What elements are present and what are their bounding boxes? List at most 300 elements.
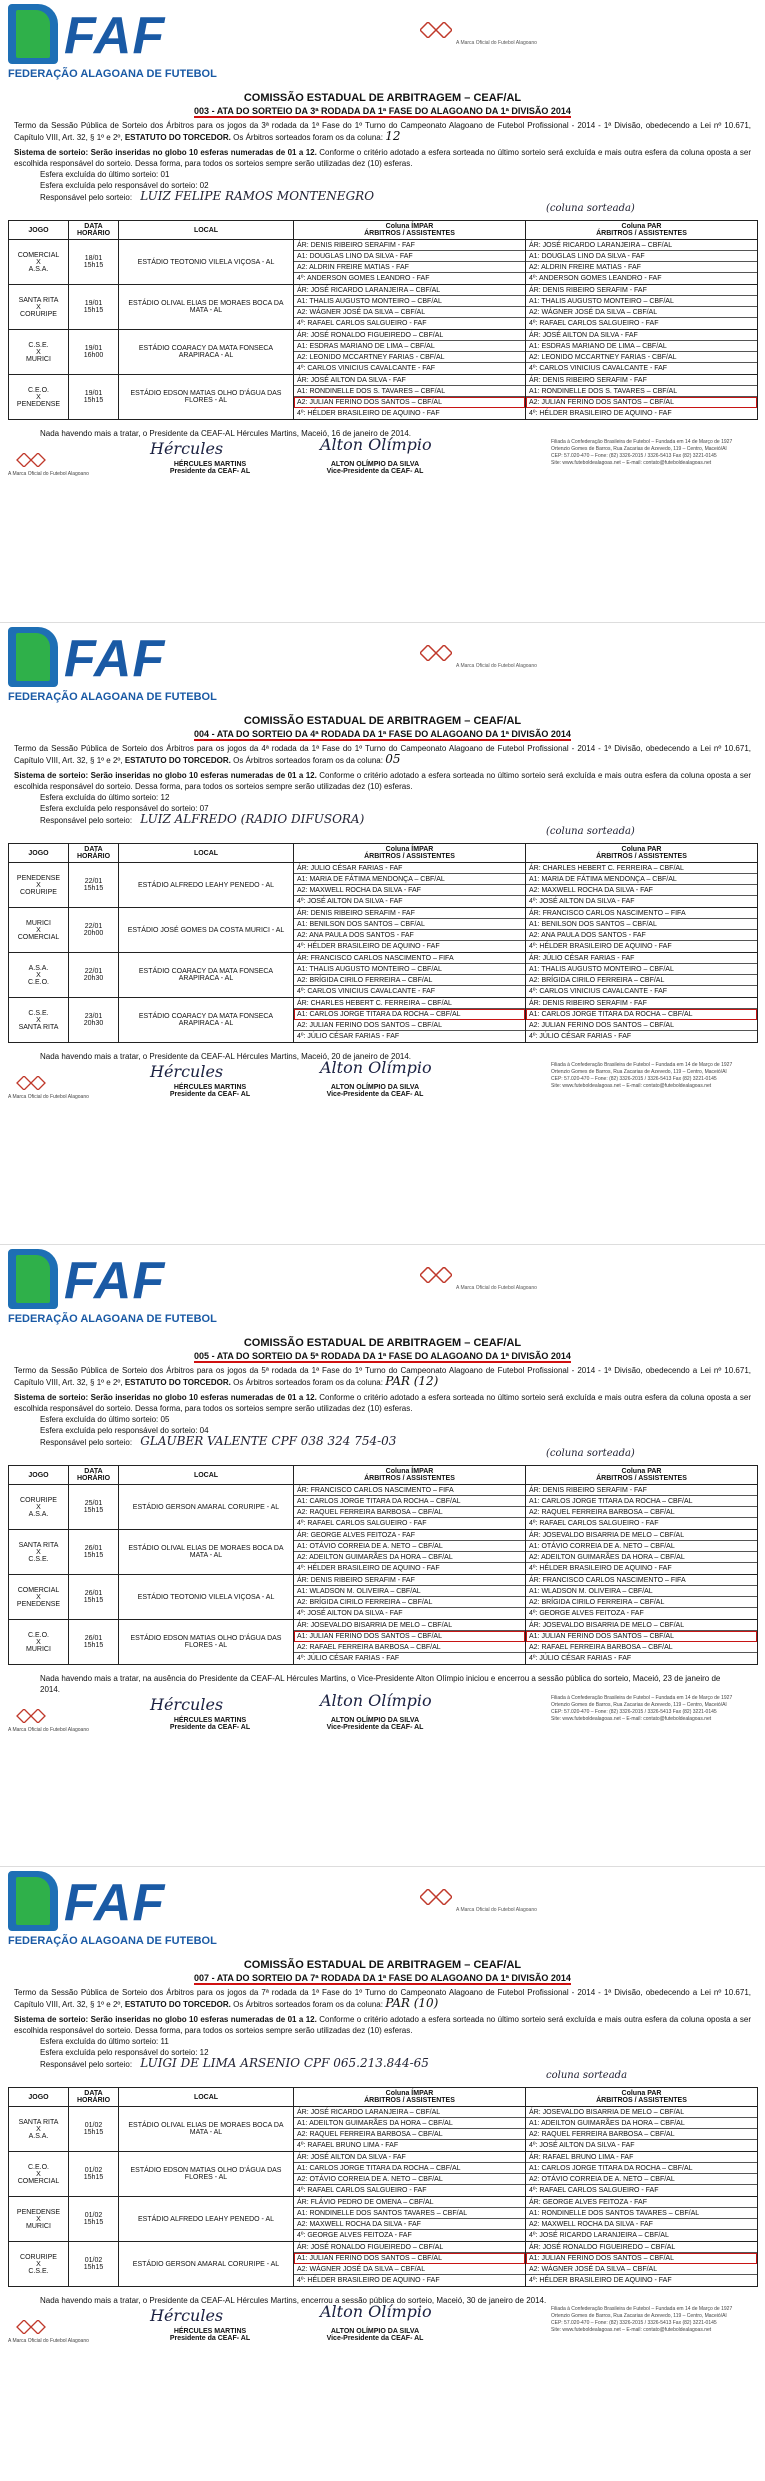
referee-line: ÁR: GEORGE ALVES FEITOZA - FAF bbox=[294, 1530, 525, 1541]
referee-line: A1: ESDRAS MARIANO DE LIMA – CBF/AL bbox=[526, 341, 757, 352]
col-impar-header bbox=[294, 1466, 526, 1485]
sorteio-system-paragraph bbox=[0, 766, 765, 792]
cell-local: ESTÁDIO OLIVAL ELIAS DE MORAES BOCA DA MATA - AL bbox=[119, 2107, 294, 2152]
referee-line: ÁR: RAFAEL BRUNO LIMA - FAF bbox=[526, 2152, 757, 2163]
date-line: 23/01 bbox=[84, 1013, 103, 1020]
referee-line: 4º: CARLOS VINICIUS CAVALCANTE - FAF bbox=[529, 988, 668, 995]
cell-jogo bbox=[9, 330, 69, 375]
sorteio-system-bold: Serão inseridas no globo 10 esferas numeradas de 01 a 12. bbox=[90, 771, 317, 780]
table-row bbox=[9, 240, 758, 285]
umbro-diamond-icon bbox=[420, 22, 452, 38]
referee-line: 4º: JÚLIO CÉSAR FARIAS - FAF bbox=[529, 1655, 632, 1662]
team-line: PENEDENSE bbox=[16, 1600, 61, 1608]
responsible-label: Responsável pelo sorteio: bbox=[40, 1438, 133, 1447]
signature-block bbox=[0, 1058, 765, 1122]
cell-local: ESTÁDIO EDSON MATIAS OLHO D'ÁGUA DAS FLORES - AL bbox=[119, 375, 294, 420]
referee-line: 4º: RAFAEL CARLOS SALGUEIRO - FAF bbox=[529, 2187, 659, 2194]
cell-impar bbox=[294, 1575, 526, 1620]
sig2-caption bbox=[300, 2328, 450, 2342]
referee-line: A2: MAXWELL ROCHA DA SILVA - FAF bbox=[294, 2219, 525, 2230]
referee-line: A1: JULIAN FERINO DOS SANTOS – CBF/AL bbox=[526, 1631, 757, 1642]
col-impar-subtitle: ÁRBITROS / ASSISTENTES bbox=[364, 230, 455, 237]
cell-par bbox=[526, 1575, 758, 1620]
table-row bbox=[9, 953, 758, 998]
statute-label: ESTATUTO DO TORCEDOR. bbox=[124, 756, 231, 765]
referee-line: ÁR: JÚLIO CÉSAR FARIAS - FAF bbox=[526, 953, 757, 964]
intro-text: Termo da Sessão Pública de Sorteio dos Árbitros para os jogos da 5ª rodada da 1ª Fase do 1º Turno do Campeonato Alagoano de Futebol Profissional - 2014 - 1ª Divisão, obedecendo a Lei nº 10.671, Capítulo VIII, Art. 32, § 1º e 2º, bbox=[14, 1366, 751, 1387]
referee-line: A2: MAXWELL ROCHA DA SILVA - FAF bbox=[294, 885, 525, 896]
referee-line: A2: BRÍGIDA CIRILO FERREIRA – CBF/AL bbox=[294, 975, 525, 986]
sorteio-system-bold: Serão inseridas no globo 10 esferas numeradas de 01 a 12. bbox=[90, 148, 317, 157]
closing-text: Nada havendo mais a tratar, o Presidente da CEAF-AL Hércules Martins, encerrou a sessão pública do sorteio, Maceió, 30 de janeiro de 2014. bbox=[40, 2296, 547, 2305]
signature-president: Hércules bbox=[150, 1062, 224, 1081]
referee-line: ÁR: FRANCISCO CARLOS NASCIMENTO – FIFA bbox=[526, 1575, 757, 1586]
column-note-line bbox=[0, 826, 765, 837]
team-line: C.E.O. bbox=[27, 386, 49, 394]
cell-jogo bbox=[9, 2197, 69, 2242]
referee-line: 4º: HÉLDER BRASILEIRO DE AQUINO - FAF bbox=[529, 1565, 672, 1572]
referee-line: A2: OTÁVIO CORREIA DE A. NETO – CBF/AL bbox=[294, 2174, 525, 2185]
referee-line: 4º: RAFAEL CARLOS SALGUEIRO - FAF bbox=[297, 1520, 427, 1527]
cell-data bbox=[69, 1575, 119, 1620]
intro-tail: Os Árbitros sorteados foram os da coluna: bbox=[233, 2000, 383, 2009]
date-line: 15h15 bbox=[83, 1507, 104, 1514]
statute-label: ESTATUTO DO TORCEDOR. bbox=[124, 1378, 231, 1387]
team-line: CORURIPE bbox=[20, 888, 57, 896]
date-line: 15h15 bbox=[83, 2129, 104, 2136]
referee-line: ÁR: CHARLES HEBERT C. FERREIRA – CBF/AL bbox=[294, 998, 525, 1009]
sig1-caption bbox=[140, 2328, 280, 2342]
table-row bbox=[9, 908, 758, 953]
cell-jogo bbox=[9, 285, 69, 330]
date-line: 15h15 bbox=[83, 262, 104, 269]
referee-line: ÁR: FRANCISCO CARLOS NASCIMENTO – FIFA bbox=[294, 1485, 525, 1496]
table-row bbox=[9, 1485, 758, 1530]
intro-tail: Os Árbitros sorteados foram os da coluna: bbox=[233, 133, 383, 142]
cell-par bbox=[526, 2197, 758, 2242]
referee-line: ÁR: FRANCISCO CARLOS NASCIMENTO – FIFA bbox=[294, 953, 525, 964]
referee-line: A1: DOUGLAS LINO DA SILVA - FAF bbox=[526, 251, 757, 262]
table-header-row bbox=[9, 2088, 758, 2107]
address-line: Ortenzio Gomes de Barros, Rua Zacarias de Azevedo, 119 – Centro, Maceió/Al bbox=[551, 446, 727, 452]
team-line: SANTA RITA bbox=[18, 2118, 59, 2126]
umbro-diamond-icon bbox=[420, 1267, 452, 1283]
team-line: C.S.E. bbox=[28, 1555, 49, 1563]
signature-president: Hércules bbox=[150, 2306, 224, 2325]
intro-text: Termo da Sessão Pública de Sorteio dos Árbitros para os jogos da 3ª rodada da 1ª Fase do 1º Turno do Campeonato Alagoano de Futebol Profissional - 2014 - 1ª Divisão, obedecendo a Lei nº 10.671, Capítulo VIII, Art. 32, § 1º e 2º, bbox=[14, 121, 751, 142]
cell-jogo bbox=[9, 1620, 69, 1665]
referee-line: A2: LEONIDO MCCARTNEY FARIAS - CBF/AL bbox=[294, 352, 525, 363]
cell-jogo bbox=[9, 240, 69, 285]
footer-brand-caption: A Marca Oficial do Futebol Alagoano bbox=[8, 1094, 89, 1100]
table-header-row bbox=[9, 1466, 758, 1485]
intro-paragraph bbox=[0, 739, 765, 766]
col-par-subtitle: ÁRBITROS / ASSISTENTES bbox=[596, 2097, 687, 2104]
col-impar-header bbox=[294, 844, 526, 863]
cell-impar bbox=[294, 2107, 526, 2152]
team-line: MURICI bbox=[26, 919, 51, 927]
team-line: X bbox=[36, 1016, 41, 1024]
cell-impar bbox=[294, 998, 526, 1043]
referee-line: A2: JULIAN FERINO DOS SANTOS – CBF/AL bbox=[294, 397, 525, 408]
referee-line: ÁR: JOSEVALDO BISARRIA DE MELO – CBF/AL bbox=[526, 2107, 757, 2118]
intro-text: Termo da Sessão Pública de Sorteio dos Árbitros para os jogos da 4ª rodada da 1ª Fase do 1º Turno do Campeonato Alagoano de Futebol Profissional - 2014 - 1ª Divisão, obedecendo a Lei nº 10.671, Capítulo VIII, Art. 32, § 1º e 2º, bbox=[14, 744, 751, 765]
address-line: Site: www.futeboldealagoas.net – E-mail: contato@futeboldealagoas.net bbox=[551, 460, 712, 466]
referee-line: 4º: JÚLIO CÉSAR FARIAS - FAF bbox=[529, 1033, 632, 1040]
responsible-handwritten: LUIZ FELIPE RAMOS MONTENEGRO bbox=[140, 189, 375, 203]
cell-data bbox=[69, 330, 119, 375]
date-line: 15h15 bbox=[83, 1552, 104, 1559]
col-impar-subtitle: ÁRBITROS / ASSISTENTES bbox=[364, 853, 455, 860]
sig2-name: ALTON OLÍMPIO DA SILVA bbox=[330, 1717, 420, 1724]
referee-line: A2: JULIAN FERINO DOS SANTOS – CBF/AL bbox=[526, 1020, 757, 1031]
sig2-caption bbox=[300, 461, 450, 475]
referee-line: 4º: JÚLIO CÉSAR FARIAS - FAF bbox=[297, 1033, 400, 1040]
cell-jogo bbox=[9, 908, 69, 953]
responsible-label: Responsável pelo sorteio: bbox=[40, 816, 133, 825]
referee-line: A1: CARLOS JORGE TITARA DA ROCHA – CBF/AL bbox=[526, 1496, 757, 1507]
referee-line: A2: ALDRIN FREIRE MATIAS - FAF bbox=[294, 262, 525, 273]
col-impar-title: Coluna ÍMPAR bbox=[385, 846, 434, 853]
referee-line: A2: LEONIDO MCCARTNEY FARIAS - CBF/AL bbox=[526, 352, 757, 363]
umbro-footer-icon bbox=[16, 2320, 46, 2334]
footer-brand-caption: A Marca Oficial do Futebol Alagoano bbox=[8, 471, 89, 477]
team-line: SANTA RITA bbox=[18, 296, 59, 304]
table-body bbox=[9, 240, 758, 420]
table-row bbox=[9, 330, 758, 375]
sig1-role: Presidente da CEAF- AL bbox=[169, 1724, 251, 1731]
sorteio-system-tail: Conforme o critério adotado a esfera sorteada no último sorteio será excluída e mais outra esfera da coluna oposta a ser escolhida responsável do sorteio. Dessa forma, para todos os sorteios sempre serão utilizadas dez (10) esferas. bbox=[14, 771, 751, 791]
col-impar-header bbox=[294, 2088, 526, 2107]
referee-line: A1: ADEILTON GUIMARÃES DA HORA – CBF/AL bbox=[294, 2118, 525, 2129]
intro-text: Termo da Sessão Pública de Sorteio dos Árbitros para os jogos da 7ª rodada da 1ª Fase do 1º Turno do Campeonato Alagoano de Futebol Profissional - 2014 - 1ª Divisão, obedecendo a Lei nº 10.671, Capítulo VIII, Art. 32, § 1º e 2º, bbox=[14, 1988, 751, 2009]
col-impar-title: Coluna ÍMPAR bbox=[385, 223, 434, 230]
responsible-handwritten: LUIGI DE LIMA ARSENIO CPF 065.213.844-65 bbox=[140, 2056, 429, 2070]
team-line: X bbox=[36, 881, 41, 889]
referee-line: A2: BRÍGIDA CIRILO FERREIRA – CBF/AL bbox=[294, 1597, 525, 1608]
team-line: X bbox=[36, 2170, 41, 2178]
cell-par bbox=[526, 375, 758, 420]
cell-data bbox=[69, 953, 119, 998]
col-par-subtitle: ÁRBITROS / ASSISTENTES bbox=[596, 1475, 687, 1482]
page-header bbox=[0, 623, 765, 713]
col-par-header bbox=[526, 1466, 758, 1485]
team-line: A.S.A. bbox=[28, 964, 49, 972]
column-handwritten: 12 bbox=[385, 129, 401, 143]
sig1-name: HÉRCULES MARTINS bbox=[173, 1084, 247, 1091]
ata-title bbox=[0, 106, 765, 116]
cell-par bbox=[526, 2107, 758, 2152]
referee-line: 4º: JÚLIO CÉSAR FARIAS - FAF bbox=[297, 1655, 400, 1662]
referee-line: A1: CARLOS JORGE TITARA DA ROCHA – CBF/AL bbox=[294, 1009, 525, 1020]
referee-line: ÁR: JOSÉ RONALDO FIGUEIREDO – CBF/AL bbox=[294, 2242, 525, 2253]
team-line: X bbox=[36, 1548, 41, 1556]
brand-caption: A Marca Oficial do Futebol Alagoano bbox=[456, 40, 537, 46]
referee-line: ÁR: DENIS RIBEIRO SERAFIM - FAF bbox=[526, 998, 757, 1009]
referee-line: A1: CARLOS JORGE TITARA DA ROCHA – CBF/AL bbox=[526, 2163, 757, 2174]
column-note-handwritten: (coluna sorteada) bbox=[546, 826, 635, 837]
referee-line: 4º: CARLOS VINICIUS CAVALCANTE - FAF bbox=[297, 365, 436, 372]
team-line: CORURIPE bbox=[20, 1496, 57, 1504]
referee-line: A2: MAXWELL ROCHA DA SILVA - FAF bbox=[526, 885, 757, 896]
ata-title-text: 003 - ATA DO SORTEIO DA 3ª RODADA DA 1ª FASE DO ALAGOANO DA 1ª DIVISÃO 2014 bbox=[194, 106, 571, 116]
date-line: 15h15 bbox=[83, 2174, 104, 2181]
referee-line: A1: WLADSON M. OLIVEIRA – CBF/AL bbox=[294, 1586, 525, 1597]
faf-logo-flag-green bbox=[16, 10, 50, 58]
referee-line: ÁR: DENIS RIBEIRO SERAFIM - FAF bbox=[526, 285, 757, 296]
address-line: CEP: 57.020-470 – Fone: (82) 3326-2015 / 3326-5413 Fax (82) 3221-0145 bbox=[551, 1709, 717, 1715]
cell-par bbox=[526, 908, 758, 953]
referee-line: 4º: HÉLDER BRASILEIRO DE AQUINO - FAF bbox=[297, 2277, 440, 2284]
sig2-name: ALTON OLÍMPIO DA SILVA bbox=[330, 461, 420, 468]
col-par-subtitle: ÁRBITROS / ASSISTENTES bbox=[596, 853, 687, 860]
faf-logo-flag-green bbox=[16, 1877, 50, 1925]
referee-line: A2: JULIAN FERINO DOS SANTOS – CBF/AL bbox=[294, 1020, 525, 1031]
sig2-caption bbox=[300, 1084, 450, 1098]
cell-par bbox=[526, 285, 758, 330]
team-line: X bbox=[36, 393, 41, 401]
cell-impar bbox=[294, 953, 526, 998]
team-line: A.S.A. bbox=[28, 265, 49, 273]
table-row bbox=[9, 285, 758, 330]
cell-jogo bbox=[9, 2242, 69, 2287]
table-row bbox=[9, 1575, 758, 1620]
table-header-row bbox=[9, 221, 758, 240]
referee-line: 4º: HÉLDER BRASILEIRO DE AQUINO - FAF bbox=[297, 943, 440, 950]
referee-line: 4º: JOSÉ AILTON DA SILVA - FAF bbox=[529, 898, 635, 905]
referee-line: A1: THALIS AUGUSTO MONTEIRO – CBF/AL bbox=[526, 964, 757, 975]
referee-line: A2: ADEILTON GUIMARÃES DA HORA – CBF/AL bbox=[526, 1552, 757, 1563]
ata-title-text: 005 - ATA DO SORTEIO DA 5ª RODADA DA 1ª FASE DO ALAGOANO DA 1ª DIVISÃO 2014 bbox=[194, 1351, 571, 1361]
date-line: 18/01 bbox=[84, 255, 103, 262]
sig2-role: Vice-Presidente da CEAF- AL bbox=[326, 1091, 424, 1098]
responsible-label: Responsável pelo sorteio: bbox=[40, 2060, 133, 2069]
cell-local: ESTÁDIO EDSON MATIAS OLHO D'ÁGUA DAS FLORES - AL bbox=[119, 1620, 294, 1665]
faf-logo bbox=[8, 1871, 217, 1951]
cell-par bbox=[526, 1620, 758, 1665]
cell-jogo bbox=[9, 2152, 69, 2197]
referee-line: 4º: JOSÉ AILTON DA SILVA - FAF bbox=[297, 1610, 403, 1617]
address-line: Filiada à Confederação Brasileira de Futebol – Fundada em 14 de Março de 1927 bbox=[551, 1695, 733, 1701]
table-body bbox=[9, 863, 758, 1043]
federation-address bbox=[551, 439, 751, 467]
referee-line: ÁR: DENIS RIBEIRO SERAFIM - FAF bbox=[294, 1575, 525, 1586]
sig1-role: Presidente da CEAF- AL bbox=[169, 1091, 251, 1098]
team-line: X bbox=[36, 258, 41, 266]
commission-title: COMISSÃO ESTADUAL DE ARBITRAGEM – CEAF/AL bbox=[243, 1337, 522, 1349]
date-line: 20h30 bbox=[83, 1020, 104, 1027]
referee-line: ÁR: GEORGE ALVES FEITOZA - FAF bbox=[526, 2197, 757, 2208]
referee-line: A1: THALIS AUGUSTO MONTEIRO – CBF/AL bbox=[294, 964, 525, 975]
table-row bbox=[9, 2197, 758, 2242]
excluded-last: Esfera excluída do último sorteio: 12 bbox=[40, 793, 170, 802]
cell-par bbox=[526, 1485, 758, 1530]
excluded-responsible: Esfera excluída pelo responsável do sorteio: 04 bbox=[40, 1426, 209, 1435]
address-line: Site: www.futeboldealagoas.net – E-mail: contato@futeboldealagoas.net bbox=[551, 1716, 712, 1722]
cell-jogo bbox=[9, 998, 69, 1043]
team-line: CORURIPE bbox=[20, 2253, 57, 2261]
sig1-name: HÉRCULES MARTINS bbox=[173, 2328, 247, 2335]
address-line: Filiada à Confederação Brasileira de Futebol – Fundada em 14 de Março de 1927 bbox=[551, 439, 733, 445]
referee-line: A1: ESDRAS MARIANO DE LIMA – CBF/AL bbox=[294, 341, 525, 352]
date-line: 22/01 bbox=[84, 878, 103, 885]
referee-line: 4º: RAFAEL CARLOS SALGUEIRO - FAF bbox=[529, 320, 659, 327]
date-line: 15h15 bbox=[83, 307, 104, 314]
federation-address bbox=[551, 1062, 751, 1090]
col-jogo-header: JOGO bbox=[9, 221, 69, 240]
faf-logo-flag-green bbox=[16, 633, 50, 681]
cell-impar bbox=[294, 285, 526, 330]
faf-logo-wordmark: FAF bbox=[64, 1252, 166, 1310]
sorteio-system-label: Sistema de sorteio: bbox=[14, 771, 89, 780]
referee-line: 4º: GEORGE ALVES FEITOZA - FAF bbox=[529, 1610, 644, 1617]
date-line: 25/01 bbox=[84, 1500, 103, 1507]
table-row bbox=[9, 863, 758, 908]
sorteio-system-tail: Conforme o critério adotado a esfera sorteada no último sorteio será excluída e mais outra esfera da coluna oposta a ser escolhida responsável do sorteio. Dessa forma, para todos os sorteios sempre serão utilizadas dez (10) esferas. bbox=[14, 1393, 751, 1413]
referee-line: 4º: HÉLDER BRASILEIRO DE AQUINO - FAF bbox=[297, 410, 440, 417]
cell-impar bbox=[294, 2242, 526, 2287]
table-row bbox=[9, 2242, 758, 2287]
sig1-caption bbox=[140, 1084, 280, 1098]
cell-impar bbox=[294, 1530, 526, 1575]
column-note-line bbox=[0, 1448, 765, 1459]
closing-text: Nada havendo mais a tratar, na ausência do Presidente da CEAF-AL Hércules Martins, o Vice-Presidente Alton Olímpio iniciou e encerrou a sessão pública do sorteio, Maceió, 23 de janeiro de 2014. bbox=[40, 1674, 721, 1694]
cell-jogo bbox=[9, 1485, 69, 1530]
signature-block bbox=[0, 2302, 765, 2366]
col-par-header bbox=[526, 844, 758, 863]
referee-line: ÁR: CHARLES HEBERT C. FERREIRA – CBF/AL bbox=[526, 863, 757, 874]
sig2-role: Vice-Presidente da CEAF- AL bbox=[326, 1724, 424, 1731]
referee-line: A1: BENILSON DOS SANTOS – CBF/AL bbox=[294, 919, 525, 930]
col-data-header: DATA HORÁRIO bbox=[69, 2088, 119, 2107]
referee-line: A2: ANA PAULA DOS SANTOS - FAF bbox=[526, 930, 757, 941]
date-line: 22/01 bbox=[84, 923, 103, 930]
faf-logo-wordmark: FAF bbox=[64, 1874, 166, 1932]
referee-line: ÁR: DENIS RIBEIRO SERAFIM - FAF bbox=[294, 240, 525, 251]
referee-table bbox=[8, 220, 758, 420]
referee-line: A1: THALIS AUGUSTO MONTEIRO – CBF/AL bbox=[526, 296, 757, 307]
ata-title-text: 007 - ATA DO SORTEIO DA 7ª RODADA DA 1ª FASE DO ALAGOANO DA 1ª DIVISÃO 2014 bbox=[194, 1973, 571, 1983]
team-line: COMERCIAL bbox=[17, 1586, 60, 1594]
cell-local: ESTÁDIO COARACY DA MATA FONSECA ARAPIRACA - AL bbox=[119, 330, 294, 375]
team-line: C.S.E. bbox=[28, 341, 49, 349]
cell-par bbox=[526, 1530, 758, 1575]
referee-line: 4º: GEORGE ALVES FEITOZA - FAF bbox=[297, 2232, 412, 2239]
commission-title: COMISSÃO ESTADUAL DE ARBITRAGEM – CEAF/AL bbox=[243, 92, 522, 104]
sorteio-system-label: Sistema de sorteio: bbox=[14, 2015, 89, 2024]
cell-local: ESTÁDIO OLIVAL ELIAS DE MORAES BOCA DA MATA - AL bbox=[119, 285, 294, 330]
referee-line: A2: BRÍGIDA CIRILO FERREIRA – CBF/AL bbox=[526, 975, 757, 986]
team-line: MURICI bbox=[26, 2222, 51, 2230]
statute-label: ESTATUTO DO TORCEDOR. bbox=[124, 2000, 231, 2009]
team-line: MURICI bbox=[26, 1645, 51, 1653]
column-note-handwritten: (coluna sorteada) bbox=[546, 203, 635, 214]
referee-table bbox=[8, 843, 758, 1043]
footer-brand-caption: A Marca Oficial do Futebol Alagoano bbox=[8, 1727, 89, 1733]
intro-tail: Os Árbitros sorteados foram os da coluna: bbox=[233, 756, 383, 765]
col-impar-subtitle: ÁRBITROS / ASSISTENTES bbox=[364, 1475, 455, 1482]
referee-line: 4º: CARLOS VINICIUS CAVALCANTE - FAF bbox=[297, 988, 436, 995]
referee-line: A2: RAFAEL FERREIRA BARBOSA – CBF/AL bbox=[526, 1642, 757, 1653]
team-line: X bbox=[36, 1593, 41, 1601]
column-note-line bbox=[0, 2070, 765, 2081]
brand-caption: A Marca Oficial do Futebol Alagoano bbox=[456, 1285, 537, 1291]
referee-line: A1: WLADSON M. OLIVEIRA – CBF/AL bbox=[526, 1586, 757, 1597]
cell-data bbox=[69, 1485, 119, 1530]
col-data-header: DATA HORÁRIO bbox=[69, 844, 119, 863]
cell-local: ESTÁDIO OLIVAL ELIAS DE MORAES BOCA DA MATA - AL bbox=[119, 1530, 294, 1575]
sorteio-system-tail: Conforme o critério adotado a esfera sorteada no último sorteio será excluída e mais outra esfera da coluna oposta a ser escolhida responsável do sorteio. Dessa forma, para todos os sorteios sempre serão utilizadas dez (10) esferas. bbox=[14, 148, 751, 168]
sorteio-system-bold: Serão inseridas no globo 10 esferas numeradas de 01 a 12. bbox=[90, 2015, 317, 2024]
date-line: 15h15 bbox=[83, 1597, 104, 1604]
responsible-handwritten: LUIZ ALFREDO (RADIO DIFUSORA) bbox=[140, 812, 365, 826]
team-line: A.S.A. bbox=[28, 1510, 49, 1518]
sig1-role: Presidente da CEAF- AL bbox=[169, 468, 251, 475]
team-line: X bbox=[36, 1638, 41, 1646]
referee-line: A1: JULIAN FERINO DOS SANTOS – CBF/AL bbox=[294, 1631, 525, 1642]
responsible-handwritten: GLAUBER VALENTE CPF 038 324 754-03 bbox=[140, 1434, 397, 1448]
sig1-role: Presidente da CEAF- AL bbox=[169, 2335, 251, 2342]
cell-impar bbox=[294, 240, 526, 285]
cell-local: ESTÁDIO TEOTONIO VILELA VIÇOSA - AL bbox=[119, 240, 294, 285]
team-line: PENEDENSE bbox=[16, 874, 61, 882]
sig1-name: HÉRCULES MARTINS bbox=[173, 1717, 247, 1724]
closing-text: Nada havendo mais a tratar, o Presidente da CEAF-AL Hércules Martins, Maceió, 16 de janeiro de 2014. bbox=[40, 429, 412, 438]
ata-page-1 bbox=[0, 0, 765, 622]
referee-line: 4º: JOSÉ AILTON DA SILVA - FAF bbox=[297, 898, 403, 905]
referee-line: 4º: RAFAEL BRUNO LIMA - FAF bbox=[297, 2142, 399, 2149]
cell-data bbox=[69, 1620, 119, 1665]
address-line: Site: www.futeboldealagoas.net – E-mail: contato@futeboldealagoas.net bbox=[551, 2327, 712, 2333]
sig2-role: Vice-Presidente da CEAF- AL bbox=[326, 2335, 424, 2342]
sorteio-system-paragraph bbox=[0, 2010, 765, 2036]
referee-line: A1: CARLOS JORGE TITARA DA ROCHA – CBF/AL bbox=[294, 1496, 525, 1507]
referee-line: ÁR: JULIO CÉSAR FARIAS - FAF bbox=[294, 863, 525, 874]
faf-logo bbox=[8, 1249, 217, 1329]
faf-logo-flag-green bbox=[16, 1255, 50, 1303]
intro-paragraph bbox=[0, 1361, 765, 1388]
signature-vice-president: Alton Olímpio bbox=[320, 435, 432, 454]
referee-line: ÁR: FRANCISCO CARLOS NASCIMENTO – FIFA bbox=[526, 908, 757, 919]
address-line: Filiada à Confederação Brasileira de Futebol – Fundada em 14 de Março de 1927 bbox=[551, 2306, 733, 2312]
signature-vice-president: Alton Olímpio bbox=[320, 1691, 432, 1710]
team-line: A.S.A. bbox=[28, 2132, 49, 2140]
referee-line: A1: BENILSON DOS SANTOS – CBF/AL bbox=[526, 919, 757, 930]
referee-line: ÁR: JOSÉ AILTON DA SILVA - FAF bbox=[294, 2152, 525, 2163]
cell-jogo bbox=[9, 375, 69, 420]
date-line: 19/01 bbox=[84, 345, 103, 352]
excluded-last: Esfera excluída do último sorteio: 05 bbox=[40, 1415, 170, 1424]
ata-title bbox=[0, 1973, 765, 1983]
team-line: X bbox=[36, 2215, 41, 2223]
cell-impar bbox=[294, 908, 526, 953]
ata-title bbox=[0, 1351, 765, 1361]
date-line: 01/02 bbox=[84, 2122, 103, 2129]
table-row bbox=[9, 998, 758, 1043]
cell-data bbox=[69, 240, 119, 285]
col-data-header: DATA HORÁRIO bbox=[69, 221, 119, 240]
col-local-header: LOCAL bbox=[119, 2088, 294, 2107]
intro-tail: Os Árbitros sorteados foram os da coluna: bbox=[233, 1378, 383, 1387]
team-line: C.E.O. bbox=[27, 978, 49, 986]
cell-par bbox=[526, 863, 758, 908]
col-local-header: LOCAL bbox=[119, 844, 294, 863]
faf-logo-wordmark: FAF bbox=[64, 630, 166, 688]
team-line: X bbox=[36, 348, 41, 356]
federation-address bbox=[551, 2306, 751, 2334]
col-par-title: Coluna PAR bbox=[621, 846, 662, 853]
referee-line: 4º: ANDERSON GOMES LEANDRO - FAF bbox=[529, 275, 662, 282]
